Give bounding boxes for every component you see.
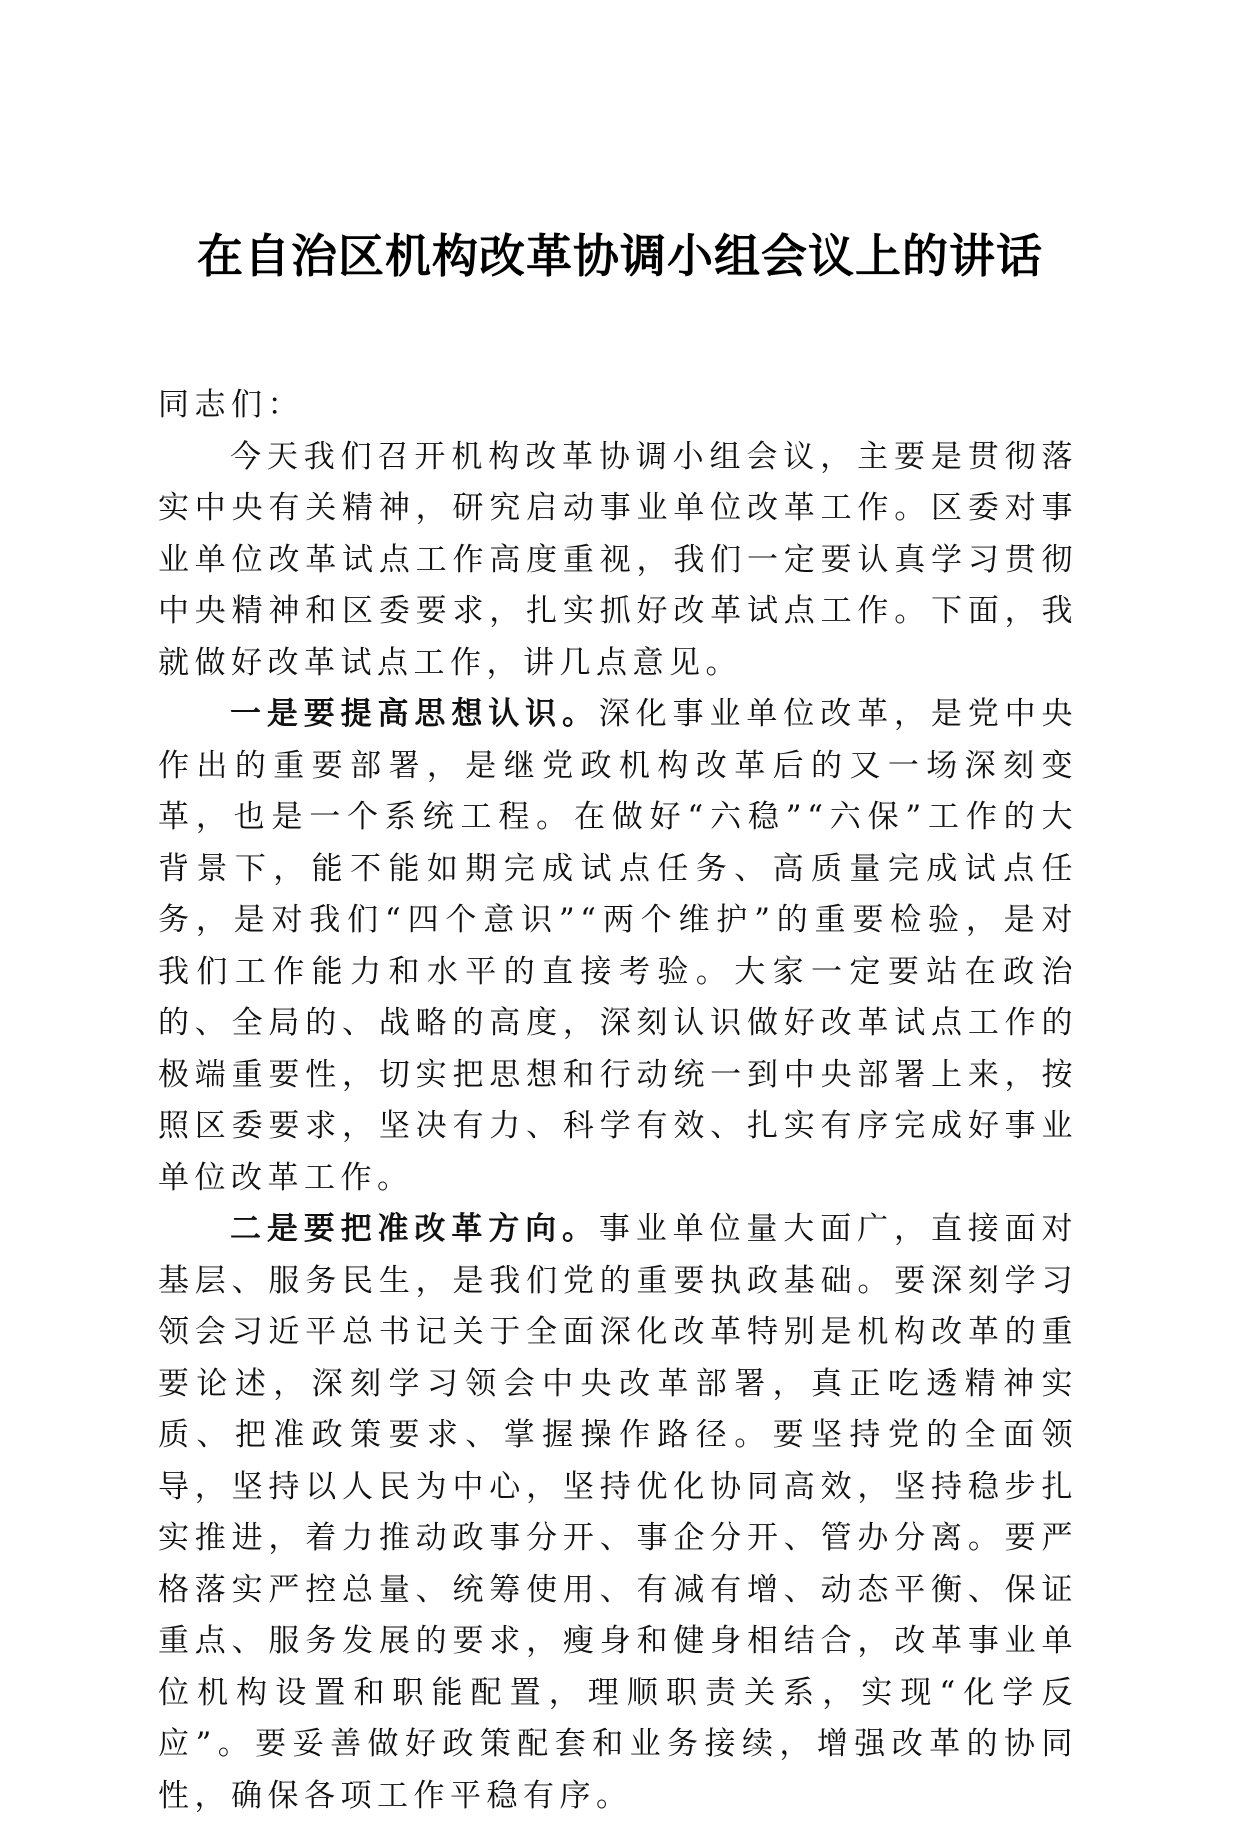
paragraph-text: 事业单位量大面广，直接面对基层、服务民生，是我们党的重要执政基础。要深刻学习领会习近平总书记关于全面深化改革特别是机构改革的重要论述，深刻学习领会中央改革部署，真正吃透精神实质、把准政策要求、掌握操作路径。要坚持党的全面领导，坚持以人民为中心，坚持优化协同高效，坚持稳步扎实推进，着力推动政事分开、事企分开、管办分离。要严格落实严控总量、统筹使用、有减有增、动态平衡、保证重点、服务发展的要求，瘦身和健身相结合，改革事业单位机构设置和职能配置，理顺职责关系，实现“化学反应”。要妥善做好政策配套和业务接续，增强改革的协同性，确保各项工作平稳有序。 [158, 1211, 1079, 1814]
paragraph-lead: 二是要把准改革方向。 [230, 1211, 599, 1247]
paragraph-text: 深化事业单位改革，是党中央作出的重要部署，是继党政机构改革后的又一场深刻变革，也是一个系统工程。在做好“六稳”“六保”工作的大背景下，能不能如期完成试点任务、高质量完成试点任务，是对我们“四个意识”“两个维护”的重要检验，是对我们工作能力和水平的直接考验。大家一定要站在政治的、全局的、战略的高度，深刻认识做好改革试点工作的极端重要性，切实把思想和行动统一到中央部署上来，按照区委要求，坚决有力、科学有效、扎实有序完成好事业单位改革工作。 [158, 696, 1079, 1196]
paragraph-intro [158, 432, 1078, 690]
paragraph-text: 今天我们召开机构改革协调小组会议，主要是贯彻落实中央有关精神，研究启动事业单位改革工作。区委对事业单位改革试点工作高度重视，我们一定要认真学习贯彻中央精神和区委要求，扎实抓好改革试点工作。下面，我就做好改革试点工作，讲几点意见。 [158, 438, 1078, 681]
document-body [158, 380, 1078, 1822]
paragraph-lead: 一是要提高思想认识。 [230, 696, 599, 732]
paragraph-point-one [158, 689, 1078, 1204]
salutation: 同志们： [158, 387, 304, 423]
document-title: 在自治区机构改革协调小组会议上的讲话 [197, 229, 1043, 283]
paragraph-point-two [158, 1204, 1078, 1822]
